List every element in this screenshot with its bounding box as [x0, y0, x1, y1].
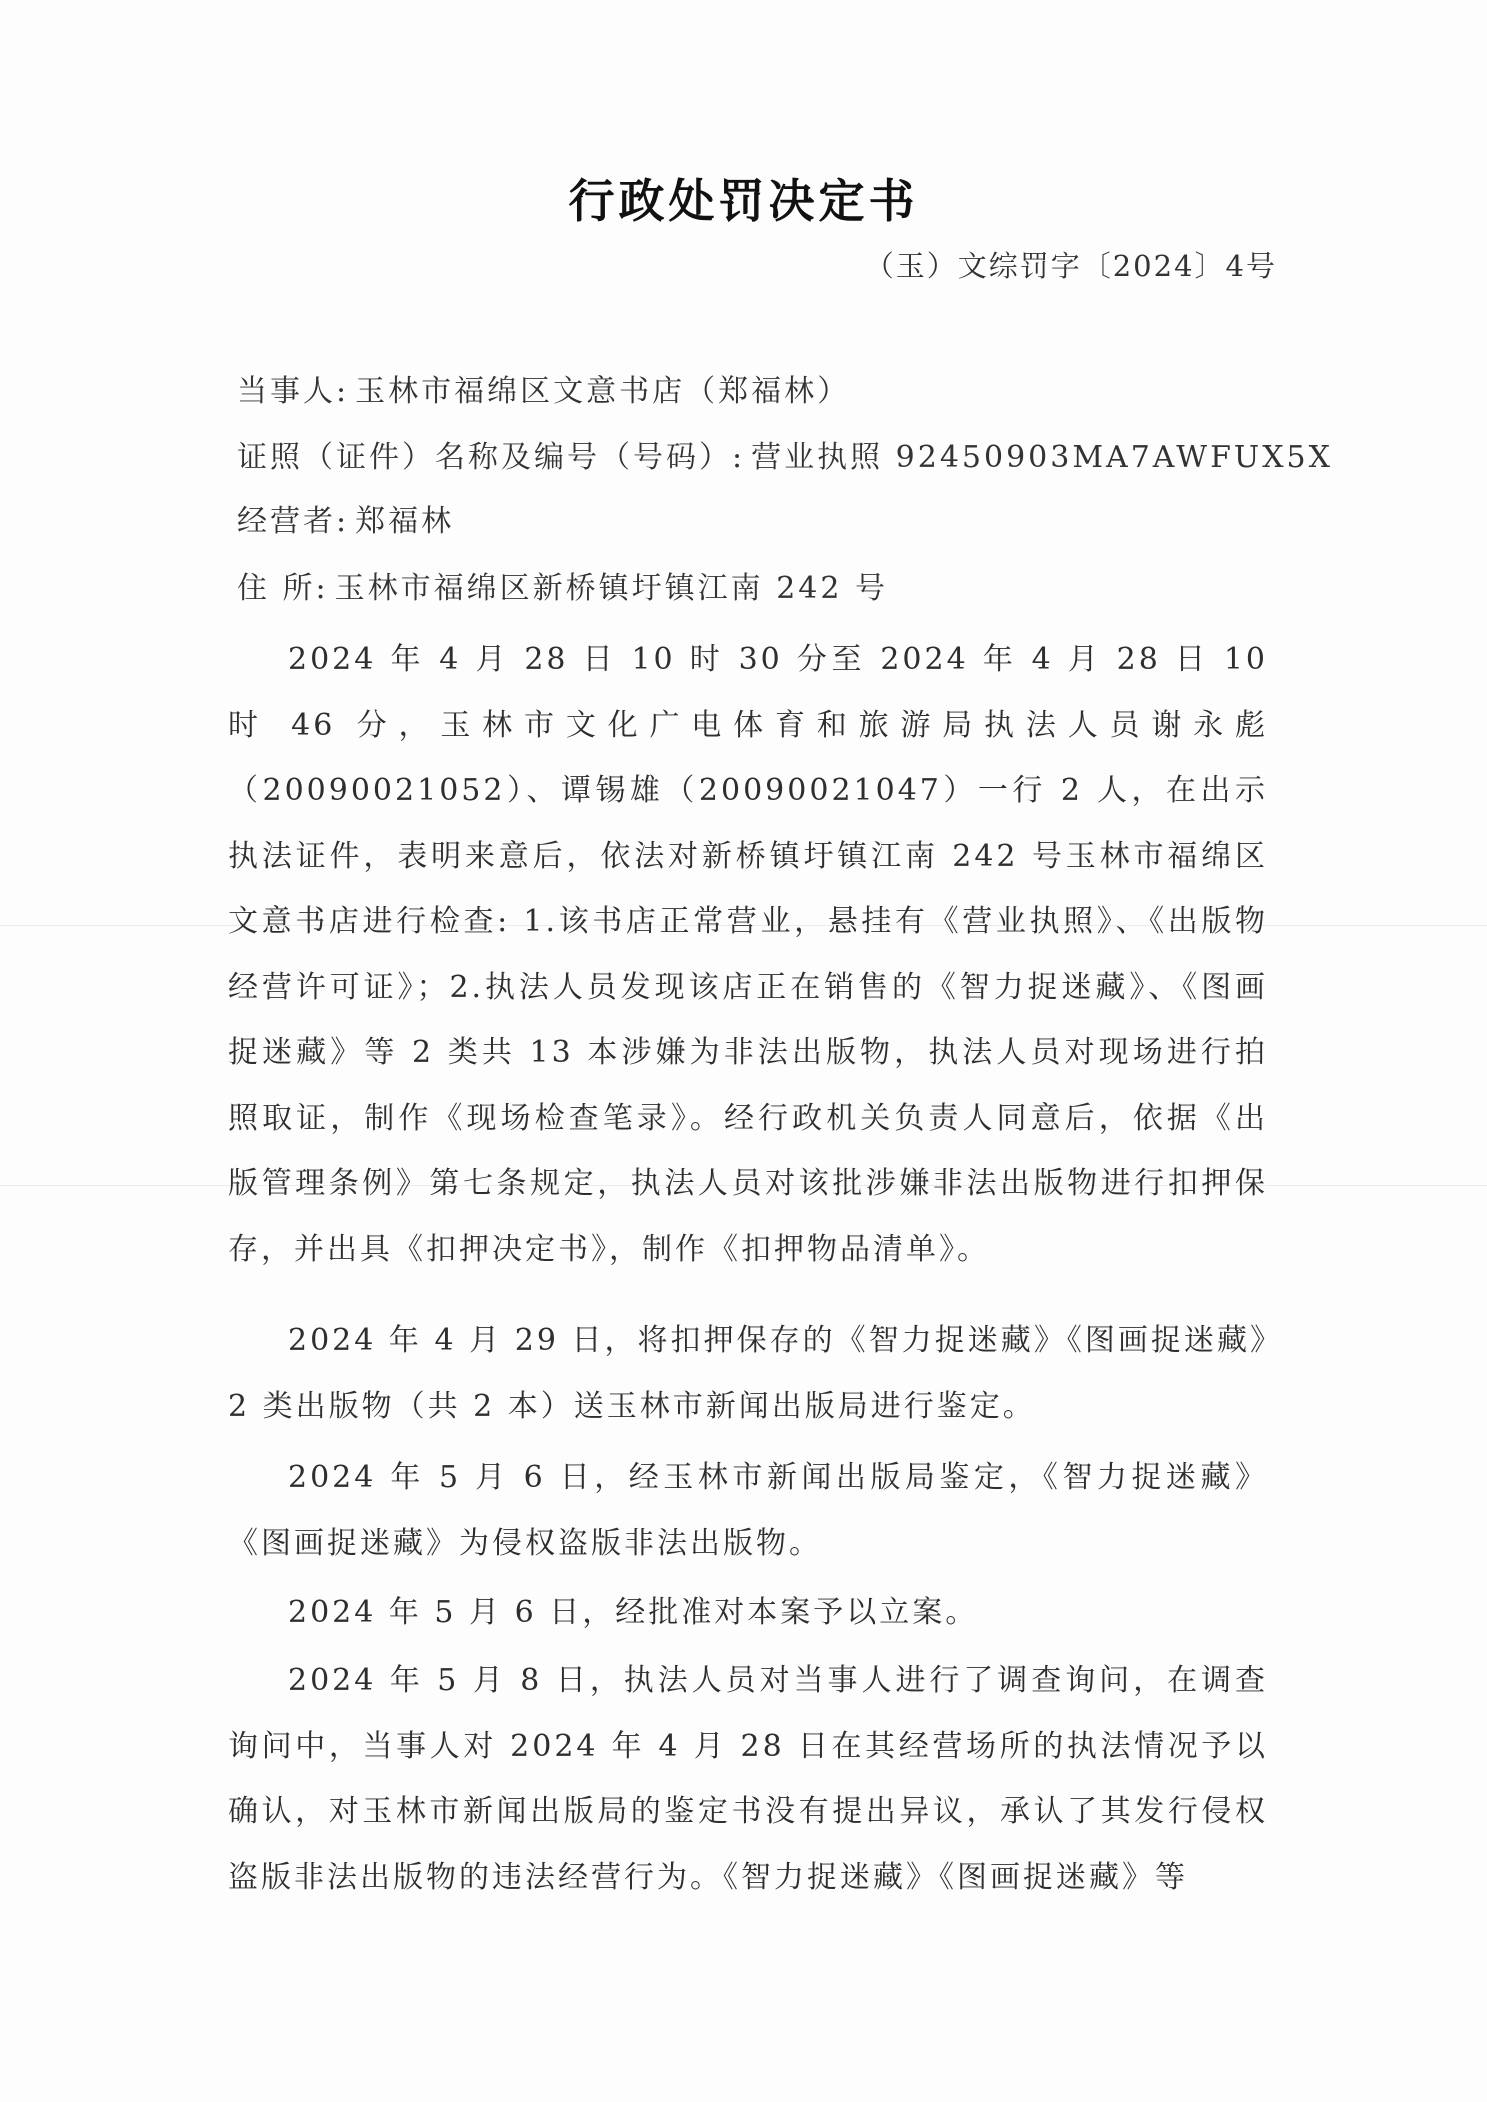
document-title: 行政处罚决定书 [568, 174, 919, 228]
document-number: （玉）文综罚字〔2024〕4号 [864, 249, 1277, 283]
address-label: 住 所: [237, 571, 329, 606]
license-field [237, 432, 1333, 476]
address-value: 玉林市福绵区新桥镇圩镇江南 242 号 [334, 571, 888, 606]
paragraph-investigation: 2024 年 5 月 8 日，执法人员对当事人进行了调查询问，在调查询问中，当事人对 2024 年 4 月 28 日在其经营场所的执法情况予以确认，对玉林市新闻出版局的鉴定书没有提出异议，承认了其发行侵权盗版非法出版物的违法经营行为。《智力捉迷藏》《图画捉迷藏》等 [228, 1663, 1268, 1895]
paragraph-case-filing: 2024 年 5 月 6 日，经批准对本案予以立案。 [288, 1595, 979, 1630]
party-field [237, 366, 850, 410]
party-value: 玉林市福绵区文意书店（郑福林） [355, 374, 851, 409]
paragraph-appraisal-result: 2024 年 5 月 6 日，经玉林市新闻出版局鉴定，《智力捉迷藏》《图画捉迷藏》为侵权盗版非法出版物。 [228, 1460, 1268, 1561]
operator-label: 经营者: [237, 504, 350, 539]
address-field [237, 563, 888, 607]
party-label: 当事人: [237, 374, 350, 409]
paragraph-appraisal-request: 2024 年 4 月 29 日，将扣押保存的《智力捉迷藏》《图画捉迷藏》2 类出版物（共 2 本）送玉林市新闻出版局进行鉴定。 [228, 1323, 1268, 1424]
operator-value: 郑福林 [355, 504, 455, 539]
paragraph-inspection: 2024 年 4 月 28 日 10 时 30 分至 2024 年 4 月 28 日 10 时 46 分，玉林市文化广电体育和旅游局执法人员谢永彪（20090021052）、谭锡雄（20090021047）一行 2 人，在出示执法证件，表明来意后，依法对新桥镇圩镇江南 242 号玉林市福绵区文意书店进行检查: 1.该书店正常营业，悬挂有《营业执照》、《出版物经营许可证》；2.执法人员发现该店正在销售的《智力捉迷藏》、《图画捉迷藏》等 2 类共 13 本涉嫌为非法出版物，执法人员对现场进行拍照取证，制作《现场检查笔录》。经行政机关负责人同意后，依据《出版管理条例》第七条规定，执法人员对该批涉嫌非法出版物进行扣押保存，并出具《扣押决定书》，制作《扣押物品清单》。 [228, 642, 1268, 1267]
license-label: 证照（证件）名称及编号（号码）: [237, 440, 746, 475]
license-value: 营业执照 92450903MA7AWFUX5X [751, 440, 1333, 475]
operator-field [237, 496, 454, 540]
